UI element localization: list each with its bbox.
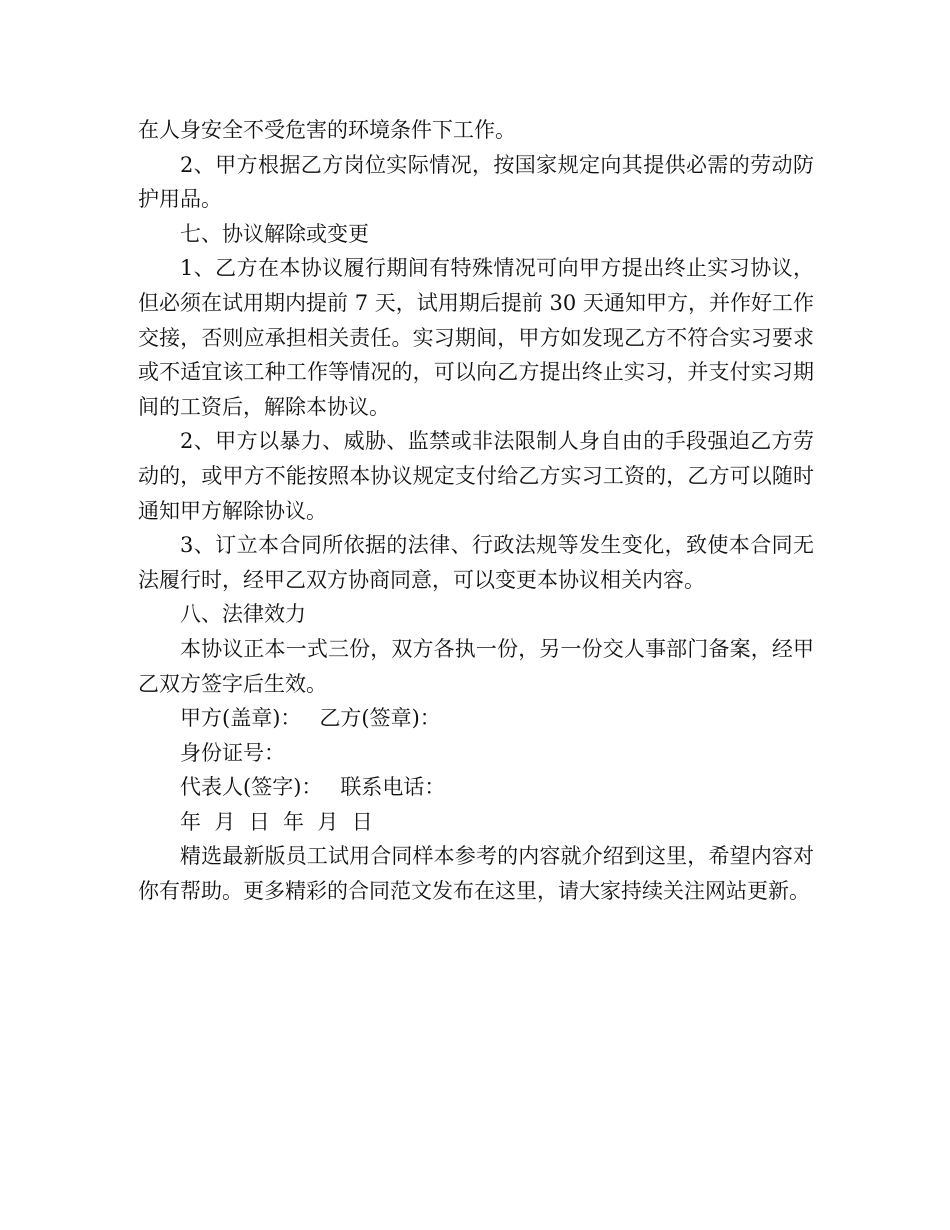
paragraph-termination-clause-1: 1、乙方在本协议履行期间有特殊情况可向甲方提出终止实习协议，但必须在试用期内提前 7 天，试用期后提前 30 天通知甲方，并作好工作交接，否则应承担相关责任。实习期间，甲方如发现乙方不符合实习要求或不适宜该工种工作等情况的，可以向乙方提出终止实习，并支付实习期间的工资后，解除本协议。	[138, 256, 814, 419]
paragraph-legal-effect: 本协议正本一式三份，双方各执一份，另一份交人事部门备案，经甲乙双方签字后生效。	[138, 636, 814, 696]
paragraph-safety-conditions: 在人身安全不受危害的环境条件下工作。	[138, 118, 516, 142]
id-number-label: 身份证号：	[180, 740, 285, 765]
paragraph-protective-equipment: 2、甲方根据乙方岗位实际情况，按国家规定向其提供必需的劳动防护用品。	[138, 152, 814, 212]
date-line	[138, 805, 814, 840]
representative-label: 代表人(签字)：	[180, 775, 323, 800]
paragraph-termination-clause-3: 3、订立本合同所依据的法律、行政法规等发生变化，致使本合同无法履行时，经甲乙双方协商同意，可以变更本协议相关内容。	[138, 533, 814, 592]
date-line-text: 年 月 日 年 月 日	[180, 809, 373, 834]
signature-parties-row	[138, 701, 814, 736]
party-a-seal-label: 甲方(盖章)：	[180, 706, 302, 731]
representative-row	[138, 770, 814, 805]
party-b-sign-label: 乙方(签章)：	[319, 706, 441, 731]
document-body	[138, 113, 814, 909]
closing-paragraph: 精选最新版员工试用合同样本参考的内容就介绍到这里，希望内容对你有帮助。更多精彩的合同范文发布在这里，请大家持续关注网站更新。	[138, 844, 814, 904]
paragraph-termination-clause-2: 2、甲方以暴力、威胁、监禁或非法限制人身自由的手段强迫乙方劳动的，或甲方不能按照本协议规定支付给乙方实习工资的，乙方可以随时通知甲方解除协议。	[138, 429, 814, 523]
section-heading-legal-effect: 八、法律效力	[180, 602, 306, 627]
phone-label: 联系电话：	[340, 775, 446, 800]
section-heading-termination: 七、协议解除或变更	[180, 221, 369, 246]
